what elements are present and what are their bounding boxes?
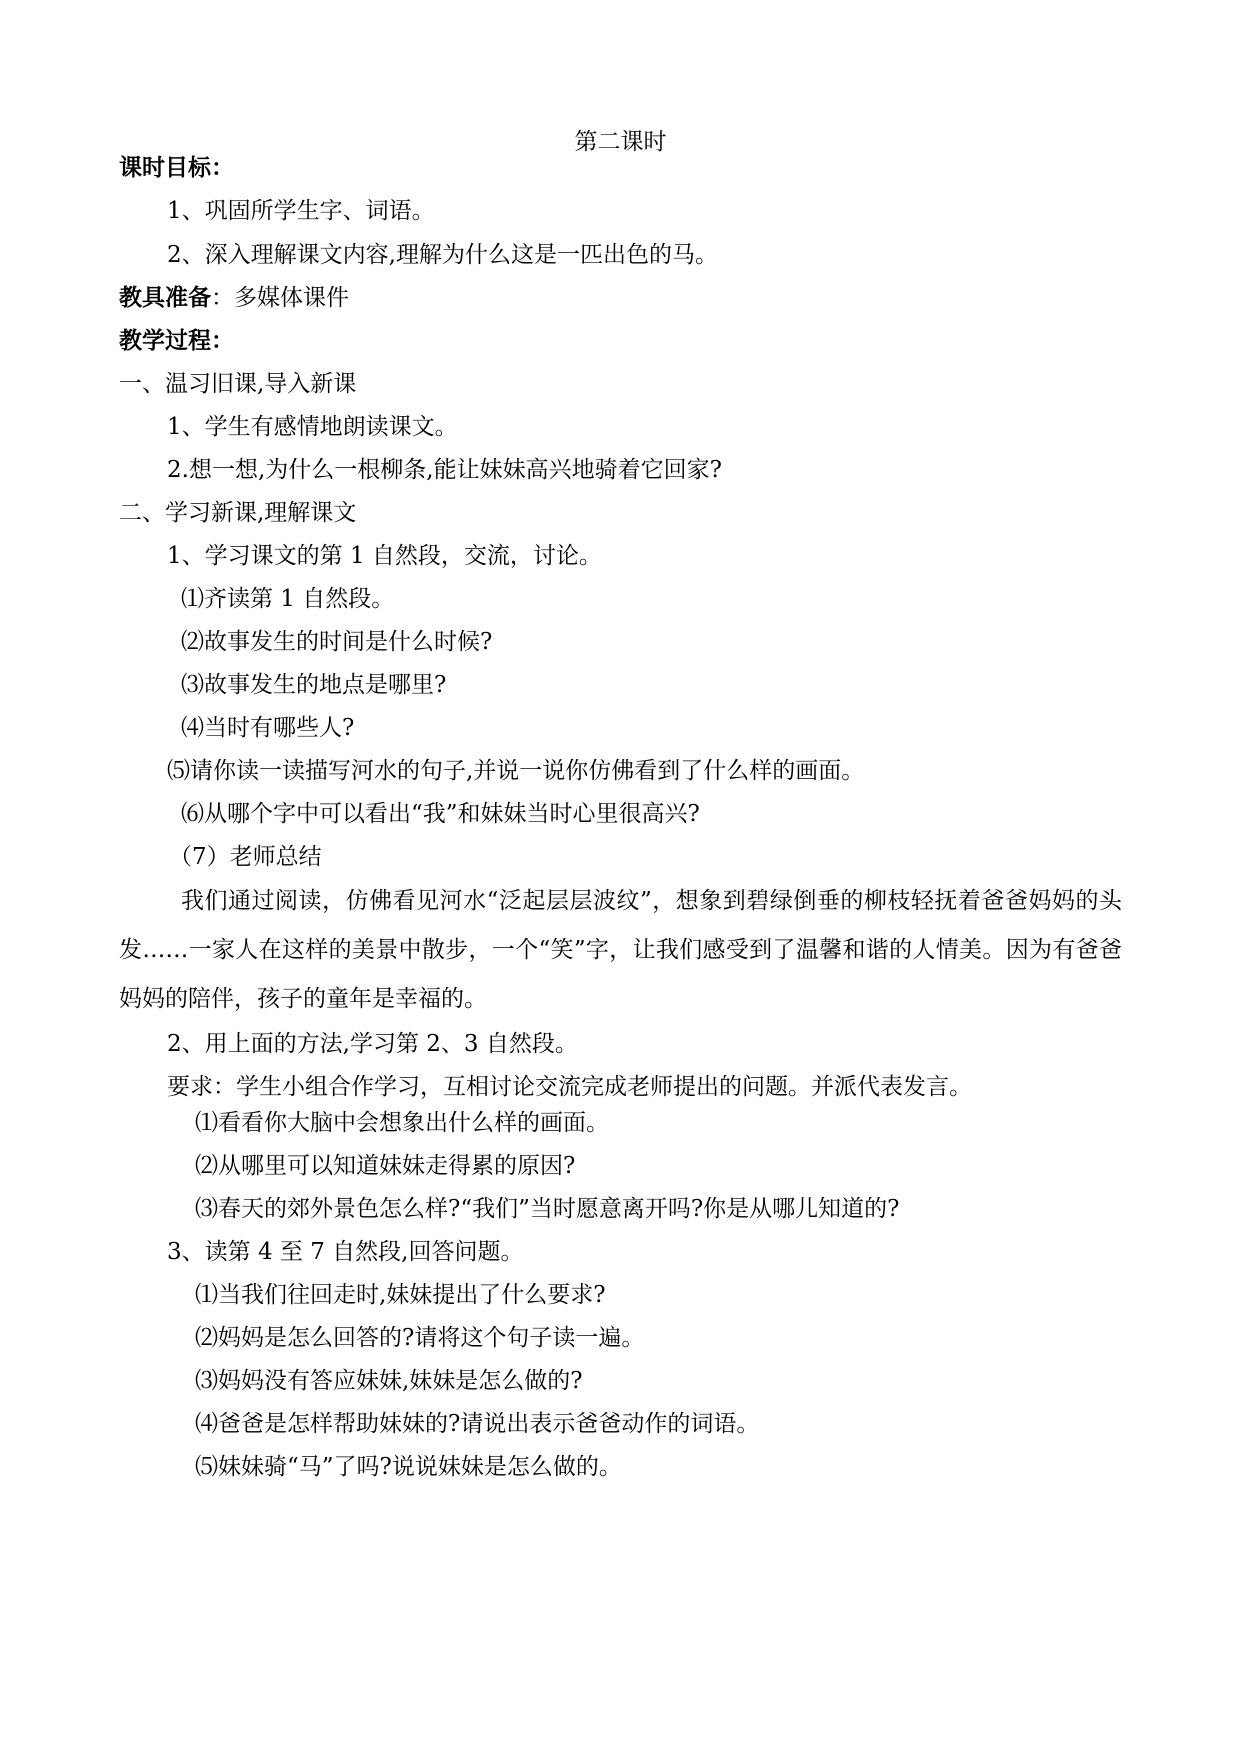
question-item: ⑶春天的郊外景色怎么样?“我们”当时愿意离开吗?你是从哪儿知道的? — [195, 1196, 900, 1222]
question-item: ⑵故事发生的时间是什么时候? — [181, 629, 493, 655]
question-item: ⑵妈妈是怎么回答的?请将这个句子读一遍。 — [195, 1325, 645, 1351]
question-item: ⑶妈妈没有答应妹妹,妹妹是怎么做的? — [195, 1368, 583, 1394]
question-item: ⑷爸爸是怎样帮助妹妹的?请说出表示爸爸动作的词语。 — [195, 1411, 760, 1437]
question-item: ⑸妹妹骑“马”了吗?说说妹妹是怎么做的。 — [195, 1454, 622, 1480]
question-item: ⑴看看你大脑中会想象出什么样的画面。 — [195, 1110, 609, 1136]
question-item: （7）老师总结 — [169, 844, 322, 870]
question-item: ⑵从哪里可以知道妹妹走得累的原因? — [195, 1153, 576, 1179]
step-title: 1、学习课文的第 1 自然段，交流，讨论。 — [167, 543, 602, 569]
page-title: 第二课时 — [574, 129, 667, 155]
section-item: 2.想一想,为什么一根柳条,能让妹妹高兴地骑着它回家? — [167, 457, 722, 483]
summary-paragraph: 我们通过阅读，仿佛看见河水“泛起层层波纹”，想象到碧绿倒垂的柳枝轻抚着爸爸妈妈的头发……一家人在这样的美景中散步，一个“笑”字，让我们感受到了温馨和谐的人情美。因为有爸爸妈妈的陪伴，孩子的童年是幸福的。 — [119, 888, 1122, 1012]
question-item: ⑴齐读第 1 自然段。 — [181, 586, 395, 612]
question-item: ⑷当时有哪些人? — [181, 715, 355, 741]
objectives-heading: 课时目标： — [119, 154, 234, 181]
question-item: ⑸请你读一读描写河水的句子,并说一说你仿佛看到了什么样的画面。 — [167, 758, 865, 784]
question-item: ⑶故事发生的地点是哪里? — [181, 672, 447, 698]
question-item: ⑹从哪个字中可以看出“我”和妹妹当时心里很高兴? — [181, 801, 700, 827]
step-requirement: 要求：学生小组合作学习，互相讨论交流完成老师提出的问题。并派代表发言。 — [167, 1074, 972, 1100]
materials-line — [119, 283, 349, 313]
objective-item: 1、巩固所学生字、词语。 — [167, 198, 435, 224]
objective-item: 2、深入理解课文内容,理解为什么这是一匹出色的马。 — [167, 242, 718, 268]
section-item: 1、学生有感情地朗读课文。 — [167, 414, 458, 440]
section-title: 一、温习旧课,导入新课 — [119, 371, 357, 397]
question-item: ⑴当我们往回走时,妹妹提出了什么要求? — [195, 1282, 606, 1308]
materials-label: 教具准备 — [119, 284, 211, 311]
process-heading: 教学过程： — [119, 327, 234, 354]
materials-value: ：多媒体课件 — [211, 285, 349, 311]
section-title: 二、学习新课,理解课文 — [119, 500, 357, 526]
step-title: 2、用上面的方法,学习第 2、3 自然段。 — [167, 1031, 578, 1057]
step-title: 3、读第 4 至 7 自然段,回答问题。 — [167, 1239, 524, 1265]
